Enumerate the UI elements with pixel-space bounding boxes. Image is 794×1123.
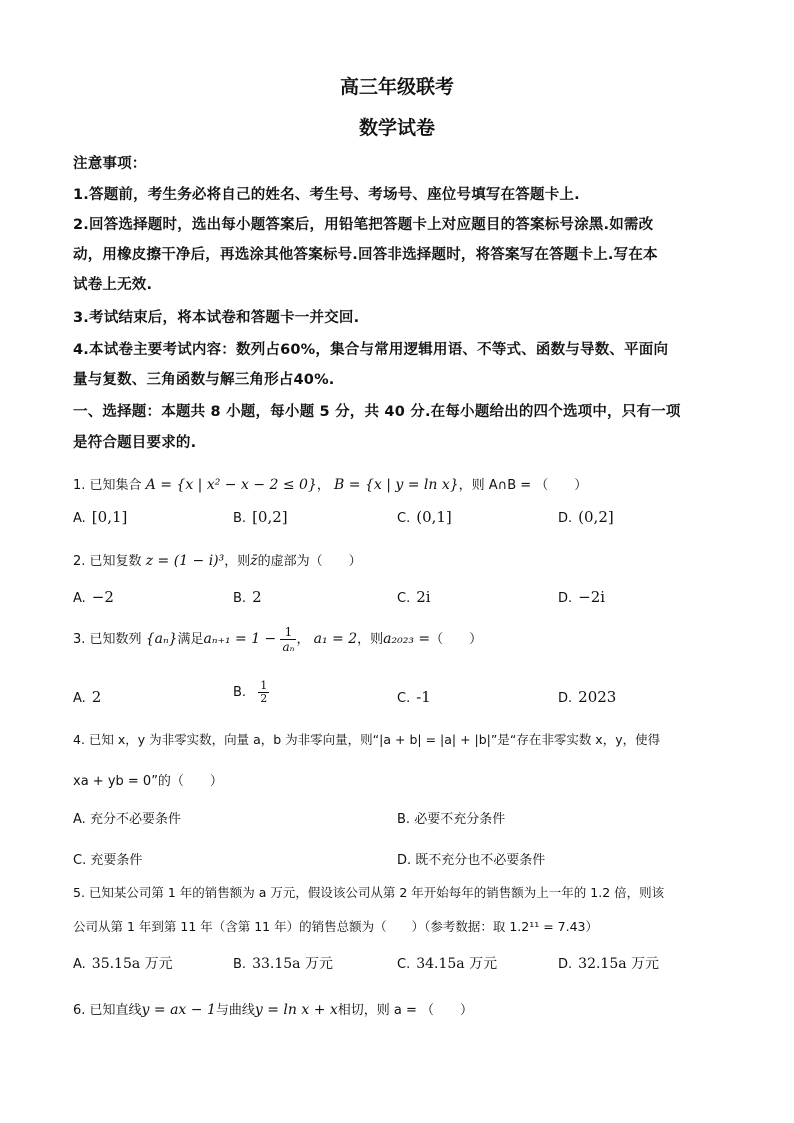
question-2-option-a: A. −2	[73, 588, 114, 606]
question-4-line1: 4. 已知 x，y 为非零实数，向量 a，b 为非零向量，则“|a + b| = |a| + |b|”是“存在非零实数 x，y，使得	[73, 732, 661, 747]
question-6-stem	[73, 999, 473, 1018]
question-6-curve-expr: y = ln x + x	[254, 1002, 338, 1018]
question-3-mid2: ，	[296, 632, 310, 647]
question-3-tail: （ ）	[430, 632, 483, 647]
question-3-mid3: ，则	[357, 632, 384, 647]
question-4-line2: xa + yb = 0”的（ ）	[73, 774, 223, 789]
question-3-prefix: 3. 已知数列	[73, 632, 142, 647]
question-3-target: a₂₀₂₃ =	[383, 631, 431, 647]
question-3-stem	[73, 625, 482, 654]
notice-line: 1.答题前，考生务必将自己的姓名、考生号、考场号、座位号填写在答题卡上.	[73, 187, 580, 203]
notice-line: 量与复数、三角函数与解三角形占40%.	[73, 372, 335, 388]
question-6-prefix: 6. 已知直线	[73, 1003, 142, 1018]
question-1-prefix: 1. 已知集合	[73, 478, 142, 493]
notice-line: 2.回答选择题时，选出每小题答案后，用铅笔把答题卡上对应题目的答案标号涂黑.如需改	[73, 217, 654, 233]
notice-line: 3.考试结束后，将本试卷和答题卡一并交回.	[73, 310, 360, 326]
section-heading-line1: 一、选择题：本题共 8 小题，每小题 5 分，共 40 分.在每小题给出的四个选项中，只有一项	[73, 404, 681, 420]
notice-line: 4.本试卷主要考试内容：数列占60%，集合与常用逻辑用语、不等式、函数与导数、平面向	[73, 342, 669, 358]
question-1-option-b: B. [0,2]	[233, 508, 288, 526]
notice-line: 试卷上无效.	[73, 277, 153, 293]
question-1-sep: ，	[316, 478, 330, 493]
question-1-tail: ，则 A∩B = （ ）	[458, 478, 588, 493]
question-3-option-a: A. 2	[73, 688, 102, 706]
question-3-seq: {aₙ}	[145, 631, 178, 647]
question-3-init: a₁ = 2	[313, 631, 358, 647]
question-2-option-b: B. 2	[233, 588, 262, 606]
question-3-option-b: B. $\frac{1}{2}$	[233, 679, 268, 705]
question-1-option-a: A. [0,1]	[73, 508, 128, 526]
question-1-option-c: C. (0,1]	[397, 508, 452, 526]
notice-heading: 注意事项：	[73, 156, 147, 172]
question-1-set-a: A = {x | x² − x − 2 ≤ 0}	[145, 477, 317, 493]
notice-line: 动，用橡皮擦干净后，再选涂其他答案标号.回答非选择题时，将答案写在答题卡上.写在本	[73, 247, 658, 263]
question-6-tail: 相切，则 a = （ ）	[337, 1003, 474, 1018]
question-2-prefix: 2. 已知复数	[73, 554, 142, 569]
question-1-stem	[73, 474, 587, 493]
question-6-mid: 与曲线	[215, 1003, 255, 1018]
question-5-option-d: D. 32.15a 万元	[558, 956, 660, 972]
question-2-expr: z = (1 − i)³	[145, 553, 225, 569]
exam-title: 高三年级联考	[339, 76, 454, 98]
question-5-option-c: C. 34.15a 万元	[397, 956, 498, 972]
question-4-option-b: B. 必要不充分条件	[397, 812, 506, 827]
question-2-tail: 的虚部为（ ）	[257, 554, 362, 569]
question-4-option-c: C. 充要条件	[73, 853, 143, 868]
question-2-option-c: C. 2i	[397, 588, 431, 606]
question-5-option-a: A. 35.15a 万元	[73, 956, 173, 972]
question-3-lhs: aₙ₊₁ = 1 −	[203, 631, 277, 647]
question-5-option-b: B. 33.15a 万元	[233, 956, 333, 972]
question-1-option-d: D. (0,2]	[558, 508, 614, 526]
section-heading-line2: 是符合题目要求的.	[73, 435, 197, 451]
question-3-mid1: 满足	[177, 632, 204, 647]
question-3-option-d: D. 2023	[558, 688, 617, 706]
exam-subtitle: 数学试卷	[358, 117, 435, 139]
question-3-fraction: $\frac{1}{\text{aₙ}}$	[282, 625, 295, 654]
question-2-mid: ，则	[224, 554, 251, 569]
question-3-option-c: C. -1	[397, 688, 431, 706]
question-4-option-a: A. 充分不必要条件	[73, 812, 181, 827]
question-2-conj: z̄	[250, 553, 258, 569]
question-2-option-d: D. −2i	[558, 588, 606, 606]
question-5-line1: 5. 已知某公司第 1 年的销售额为 a 万元，假设该公司从第 2 年开始每年的销售额为上一年的 1.2 倍，则该	[73, 885, 665, 900]
question-4-option-d: D. 既不充分也不必要条件	[397, 853, 546, 868]
question-6-line-expr: y = ax − 1	[141, 1002, 216, 1018]
question-1-set-b: B = {x | y = ln x}	[334, 477, 459, 493]
question-5-line2: 公司从第 1 年到第 11 年（含第 11 年）的销售总额为（ ）（参考数据：取 1.2¹¹ = 7.43）	[73, 919, 598, 934]
question-2-stem	[73, 550, 362, 569]
